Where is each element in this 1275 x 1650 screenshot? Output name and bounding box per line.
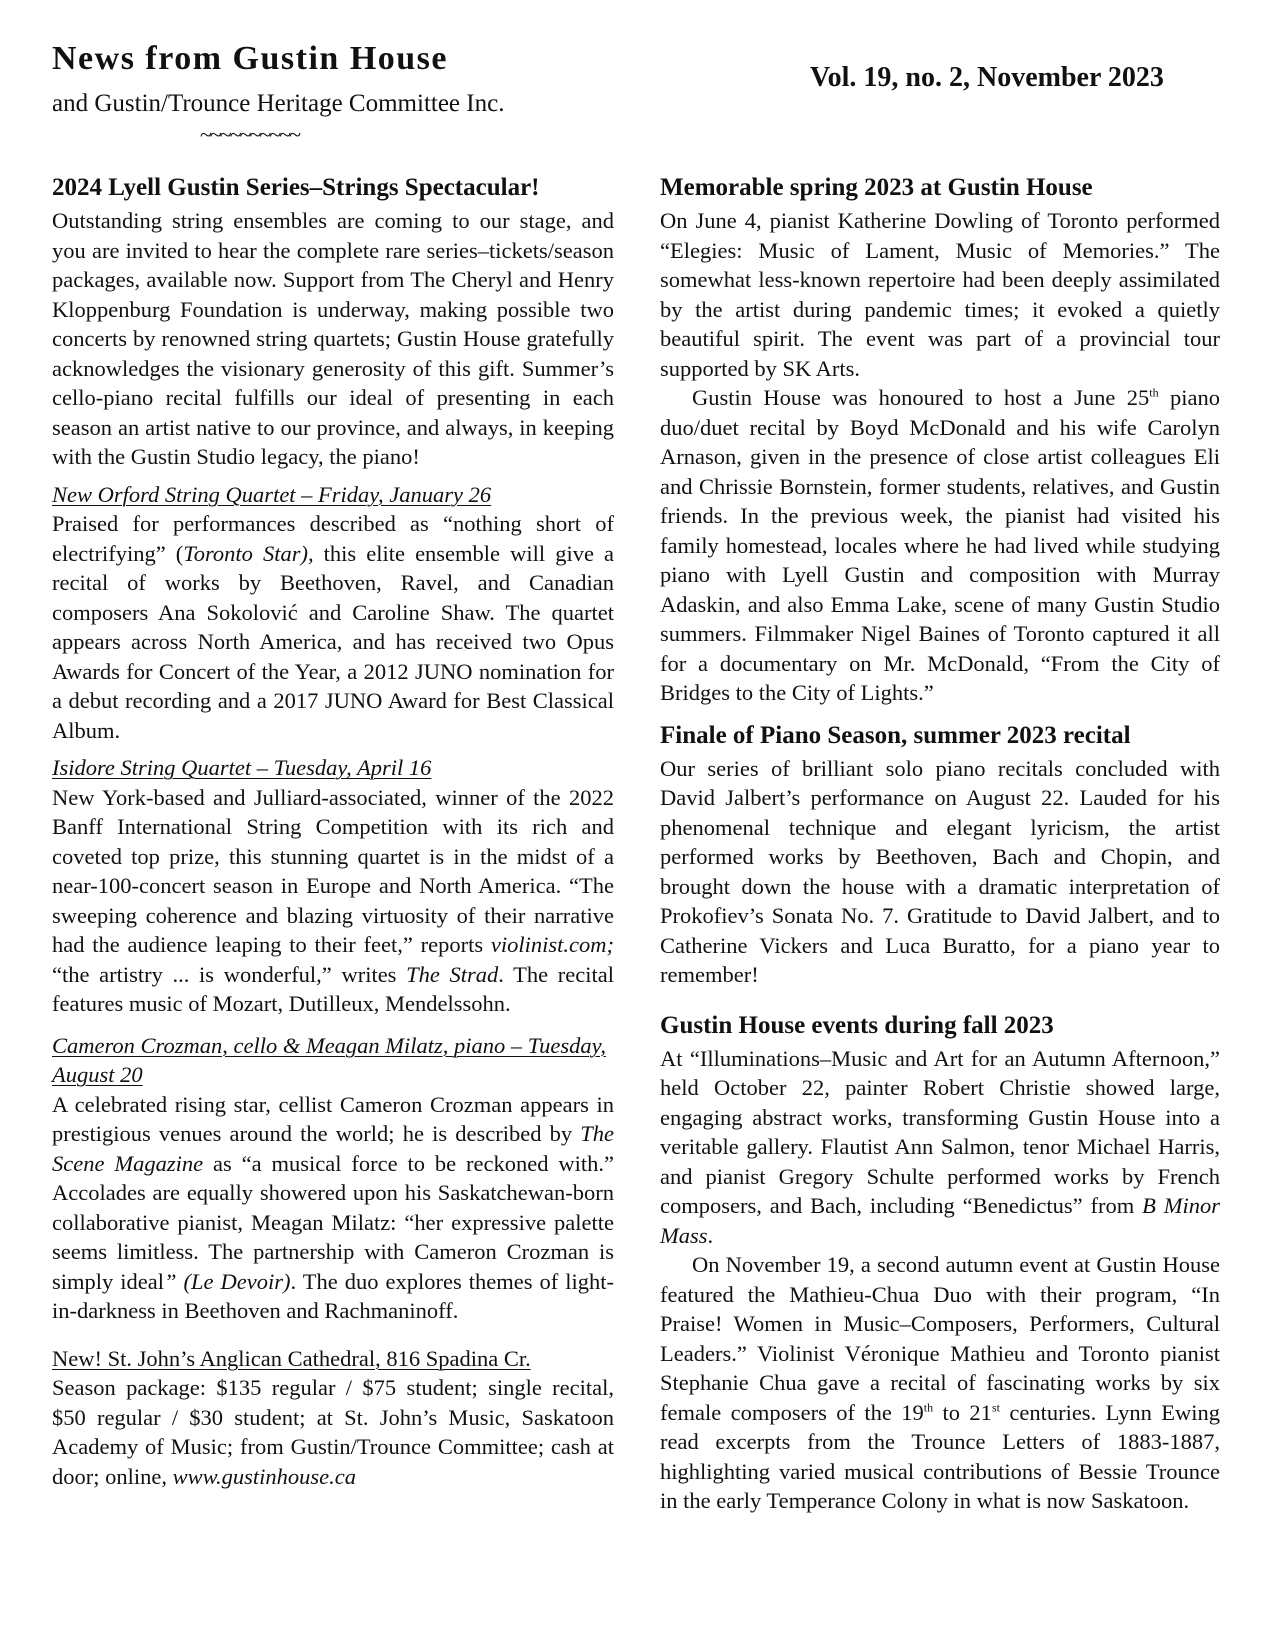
- venue-heading: New! St. John’s Anglican Cathedral, 816 Spadina Cr.: [52, 1345, 531, 1371]
- press-source: The Scene Magazine: [52, 1121, 614, 1176]
- newsletter-subtitle: and Gustin/Trounce Heritage Committee Inc.: [52, 90, 505, 117]
- concert-title-crozman-milatz: Cameron Crozman, cello & Meagan Milatz, piano – Tuesday, August 20: [52, 1032, 606, 1087]
- concert-description-new-orford: Praised for performances described as “nothing short of electrifying” (Toronto Star), this elite ensemble will give a recital of works by Beethoven, Ravel, and Canadian composers Ana Sokolović and Caroline Shaw. The quartet appears across North America, and has received two Opus Awards for Concert of the Year, a 2012 JUNO nomination for a debut recording and a 2017 JUNO Award for Best Classical Album.: [52, 511, 614, 743]
- spring-paragraph-1: On June 4, pianist Katherine Dowling of Toronto performed “Elegies: Music of Lament, Music of Memories.” The somewhat less-known repertoire had been deeply assimilated by the artist during pandemic times; it evoked a quietly beautiful spirit. The event was part of a provincial tour supported by SK Arts.: [660, 208, 1220, 381]
- ornament-divider: ~~~~~~~~~~: [200, 122, 300, 147]
- ticket-info: Season package: $135 regular / $75 student; single recital, $50 regular / $30 student; at St. John’s Music, Saskatoon Academy of Music; from Gustin/Trounce Committee; cash at door; online, www.gustinhouse.ca: [52, 1375, 614, 1489]
- press-source: violinist.com;: [490, 932, 614, 957]
- fall-heading: Gustin House events during fall 2023: [660, 1011, 1054, 1039]
- press-source: ” (Le Devoir): [164, 1268, 291, 1294]
- right-column: [660, 172, 1220, 1516]
- finale-heading: Finale of Piano Season, summer 2023 recital: [660, 721, 1131, 749]
- series-intro: Outstanding string ensembles are coming to our stage, and you are invited to hear the complete rare series–tickets/season packages, available now. Support from The Cheryl and Henry Kloppenburg Foundation is underway, making possible two concerts by renowned string quartets; Gustin House gratefully acknowledges the visionary generosity of this gift. Summer’s cello-piano recital fulfills our ideal of presenting in each season an artist native to our province, and always, in keeping with the Gustin Studio legacy, the piano!: [52, 208, 614, 469]
- work-title: B Minor Mass: [660, 1193, 1220, 1248]
- spring-heading: Memorable spring 2023 at Gustin House: [660, 174, 1093, 201]
- fall-paragraph-2: On November 19, a second autumn event at Gustin House featured the Mathieu-Chua Duo with their program, “In Praise! Women in Music–Composers, Performers, Cultural Leaders.” Violinist Véronique Mathieu and Toronto pianist Stephanie Chua gave a recital of fascinating works by six female composers of the 19th to 21st centuries. Lynn Ewing read excerpts from the Trounce Letters of 1883-1887, highlighting varied musical contributions of Bessie Trounce in the early Temperance Colony in what is now Saskatoon.: [660, 1252, 1220, 1513]
- series-heading: 2024 Lyell Gustin Series–Strings Spectacular!: [52, 174, 540, 201]
- spring-paragraph-2: Gustin House was honoured to host a June 25th piano duo/duet recital by Boyd McDonald and his wife Carolyn Arnason, given in the presence of close artist colleagues Eli and Chrissie Bornstein, former students, relatives, and Gustin friends. In the previous week, the pianist had visited his family homestead, locales where he had lived while studying piano with Lyell Gustin and composition with Murray Adaskin, and also Emma Lake, scene of many Gustin Studio summers. Filmmaker Nigel Baines of Toronto captured it all for a documentary on Mr. McDonald, “From the City of Bridges to the City of Lights.”: [660, 385, 1220, 705]
- concert-title-isidore: Isidore String Quartet – Tuesday, April 16: [52, 755, 432, 780]
- left-column: [52, 172, 614, 1491]
- fall-paragraph-1: At “Illuminations–Music and Art for an Autumn Afternoon,” held October 22, painter Robert Christie showed large, engaging abstract works, transforming Gustin House into a veritable gallery. Flautist Ann Salmon, tenor Michael Harris, and pianist Gregory Schulte performed works by French composers, and Bach, including “Benedictus” from B Minor Mass.: [660, 1045, 1220, 1248]
- website-link[interactable]: www.gustinhouse.ca: [172, 1463, 356, 1489]
- concert-title-new-orford: New Orford String Quartet – Friday, January 26: [52, 481, 492, 507]
- concert-description-crozman-milatz: A celebrated rising star, cellist Cameron Crozman appears in prestigious venues around the world; he is described by The Scene Magazine as “a musical force to be reckoned with.” Accolades are equally showered upon his Saskatchewan-born collaborative pianist, Meagan Milatz: “her expressive palette seems limitless. The partnership with Cameron Crozman is simply ideal” (Le Devoir). The duo explores themes of light-in-darkness in Beethoven and Rachmaninoff.: [52, 1091, 615, 1323]
- press-source: Toronto Star),: [183, 540, 314, 566]
- volume-issue-date: Vol. 19, no. 2, November 2023: [810, 62, 1164, 93]
- press-source: The Strad: [406, 961, 499, 987]
- newsletter-title: News from Gustin House: [52, 40, 448, 77]
- concert-description-isidore: New York-based and Julliard-associated, winner of the 2022 Banff International String Competition with its rich and coveted top prize, this stunning quartet is in the midst of a near-100-concert season in Europe and North America. “The sweeping coherence and blazing virtuosity of their narrative had the audience leaping to their feet,” reports violinist.com; “the artistry ... is wonderful,” writes The Strad. The recital features music of Mozart, Dutilleux, Mendelssohn.: [52, 784, 614, 1016]
- finale-paragraph: Our series of brilliant solo piano recitals concluded with David Jalbert’s performance on August 22. Lauded for his phenomenal technique and elegant lyricism, the artist performed works by Beethoven, Bach and Chopin, and brought down the house with a dramatic interpretation of Prokofiev’s Sonata No. 7. Gratitude to David Jalbert, and to Catherine Vickers and Luca Buratto, for a piano year to remember!: [660, 755, 1220, 987]
